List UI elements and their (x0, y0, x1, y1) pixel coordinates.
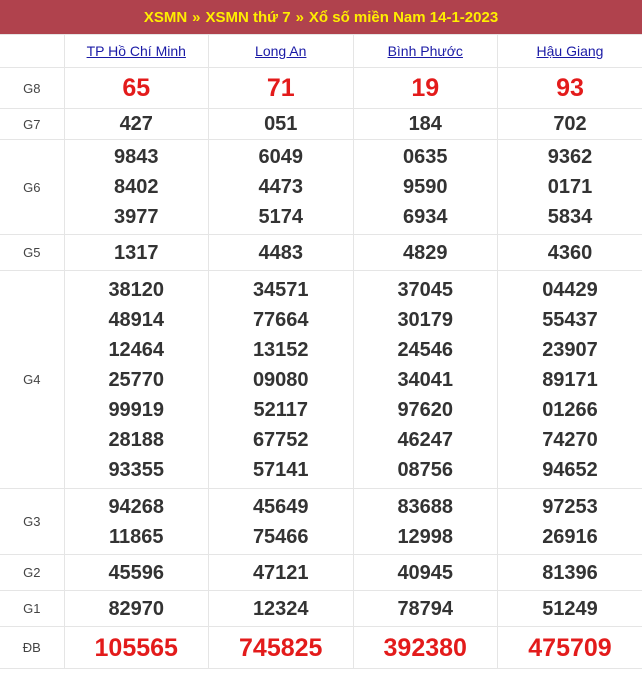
prize-row (0, 555, 642, 591)
prize-number: 78794 (397, 597, 454, 620)
prize-number: 4360 (547, 241, 593, 264)
breadcrumb-xsmn-thu-7[interactable]: XSMN thứ 7 (205, 8, 291, 26)
prize-row (0, 489, 642, 555)
prize-cell (64, 140, 209, 235)
prize-number: 48914 (108, 308, 165, 331)
prize-cell (209, 68, 354, 109)
results-table (0, 34, 642, 669)
prize-cell (353, 109, 498, 140)
prize-label: G8 (0, 68, 64, 109)
prize-number: 34041 (397, 368, 454, 391)
province-link-long-an[interactable]: Long An (255, 43, 307, 59)
prize-cell (498, 109, 642, 140)
prize-number: 12464 (108, 338, 165, 361)
prize-cell (209, 489, 354, 555)
prize-number: 23907 (542, 338, 598, 361)
prize-number: 3977 (114, 206, 159, 228)
prize-cell (64, 271, 209, 489)
prize-number: 83688 (397, 495, 454, 518)
prize-cell (353, 68, 498, 109)
prize-label: G2 (0, 555, 64, 591)
prize-cell (209, 555, 354, 591)
prize-number: 74270 (542, 428, 598, 451)
prize-number: 71 (266, 74, 295, 102)
prize-number: 1317 (114, 241, 159, 264)
prize-cell (353, 140, 498, 235)
prize-cell (498, 140, 642, 235)
breadcrumb-page-title[interactable]: Xổ số miền Nam 14-1-2023 (308, 8, 499, 26)
prize-number: 37045 (397, 278, 454, 301)
prize-number: 08756 (397, 458, 454, 481)
prize-number: 702 (553, 113, 587, 135)
prize-number: 28188 (108, 428, 165, 451)
prize-cell (64, 109, 209, 140)
prize-rows (0, 68, 642, 669)
province-header (209, 35, 354, 68)
prize-row (0, 271, 642, 489)
prize-number: 4473 (258, 176, 303, 198)
prize-number: 51249 (542, 597, 598, 620)
province-header (64, 35, 209, 68)
prize-number: 52117 (253, 398, 308, 421)
prize-number: 9843 (114, 146, 159, 168)
prize-cell (64, 68, 209, 109)
prize-cell (209, 627, 354, 669)
prize-number: 26916 (542, 525, 598, 548)
prize-number: 40945 (397, 561, 454, 584)
prize-cell (353, 489, 498, 555)
prize-number: 82970 (108, 597, 165, 620)
prize-number: 65 (122, 74, 151, 102)
prize-cell (353, 627, 498, 669)
prize-row (0, 140, 642, 235)
prize-cell (353, 235, 498, 271)
province-link-hau-giang[interactable]: Hậu Giang (536, 43, 604, 59)
prize-cell (498, 591, 642, 627)
prize-number: 81396 (542, 561, 598, 584)
prize-cell (209, 271, 354, 489)
prize-number: 745825 (239, 633, 323, 662)
prize-number: 94652 (542, 458, 598, 481)
prize-number: 04429 (542, 278, 598, 301)
prize-number: 93 (556, 74, 584, 102)
prize-number: 30179 (397, 308, 454, 331)
prize-cell (64, 235, 209, 271)
prize-number: 9362 (547, 146, 593, 168)
prize-number: 77664 (252, 308, 309, 331)
prize-number: 45596 (108, 561, 165, 584)
breadcrumb-separator: » (192, 8, 201, 26)
prize-row (0, 591, 642, 627)
prize-number: 5174 (258, 206, 303, 228)
prize-number: 12998 (397, 525, 454, 548)
province-header (498, 35, 642, 68)
prize-cell (209, 140, 354, 235)
prize-cell (498, 489, 642, 555)
prize-cell (498, 235, 642, 271)
prize-cell (353, 555, 498, 591)
prize-number: 9590 (403, 176, 448, 198)
prize-number: 8402 (114, 176, 159, 198)
prize-number: 97253 (542, 495, 598, 518)
prize-cell (209, 235, 354, 271)
prize-number: 93355 (108, 458, 165, 481)
title-bar (0, 0, 642, 34)
prize-label: G7 (0, 109, 64, 140)
prize-number: 184 (408, 113, 442, 135)
prize-label: G1 (0, 591, 64, 627)
prize-cell (64, 591, 209, 627)
prize-cell (498, 627, 642, 669)
prize-row (0, 627, 642, 669)
prize-number: 67752 (252, 428, 309, 451)
prize-row (0, 109, 642, 140)
prize-row (0, 68, 642, 109)
prize-cell (64, 555, 209, 591)
prize-number: 09080 (252, 368, 309, 391)
prize-number: 45649 (252, 495, 309, 518)
prize-cell (498, 555, 642, 591)
prize-number: 4829 (403, 241, 448, 264)
prize-number: 94268 (108, 495, 165, 518)
prize-cell (209, 591, 354, 627)
prize-number: 051 (264, 113, 298, 135)
prize-number: 475709 (528, 633, 612, 662)
prize-label: G3 (0, 489, 64, 555)
prize-cell (353, 271, 498, 489)
prize-number: 0171 (547, 176, 593, 198)
province-header-row (0, 35, 642, 68)
prize-number: 6934 (403, 206, 448, 228)
prize-label: G4 (0, 271, 64, 489)
prize-number: 19 (411, 74, 440, 102)
province-link-tp-ho-chi-minh[interactable]: TP Hồ Chí Minh (86, 43, 186, 59)
breadcrumb-xsmn[interactable]: XSMN (143, 8, 188, 26)
prize-number: 47121 (252, 561, 309, 584)
prize-number: 38120 (108, 278, 165, 301)
prize-label: G6 (0, 140, 64, 235)
prize-number: 75466 (252, 525, 309, 548)
prize-cell (353, 591, 498, 627)
prize-number: 01266 (542, 398, 598, 421)
prize-label: G5 (0, 235, 64, 271)
province-header (353, 35, 498, 68)
prize-number: 427 (119, 113, 153, 135)
prize-number: 11865 (108, 525, 164, 548)
header-corner (0, 35, 64, 68)
prize-number: 13152 (252, 338, 309, 361)
prize-row (0, 235, 642, 271)
breadcrumb-separator: » (295, 8, 304, 26)
prize-number: 24546 (397, 338, 454, 361)
prize-number: 392380 (383, 633, 467, 662)
prize-number: 12324 (252, 597, 309, 620)
province-link-binh-phuoc[interactable]: Bình Phước (387, 43, 463, 59)
prize-number: 6049 (258, 146, 303, 168)
prize-number: 55437 (542, 308, 598, 331)
prize-cell (64, 627, 209, 669)
prize-number: 4483 (258, 241, 303, 264)
prize-number: 25770 (108, 368, 165, 391)
prize-cell (498, 68, 642, 109)
prize-number: 89171 (542, 368, 598, 391)
prize-cell (498, 271, 642, 489)
prize-number: 0635 (403, 146, 448, 168)
prize-number: 5834 (547, 206, 593, 228)
prize-number: 57141 (252, 458, 309, 481)
prize-number: 99919 (108, 398, 165, 421)
prize-cell (64, 489, 209, 555)
prize-number: 46247 (397, 428, 454, 451)
prize-number: 34571 (252, 278, 309, 301)
prize-number: 105565 (94, 633, 178, 662)
prize-number: 97620 (397, 398, 454, 421)
prize-label: ĐB (0, 627, 64, 669)
prize-cell (209, 109, 354, 140)
